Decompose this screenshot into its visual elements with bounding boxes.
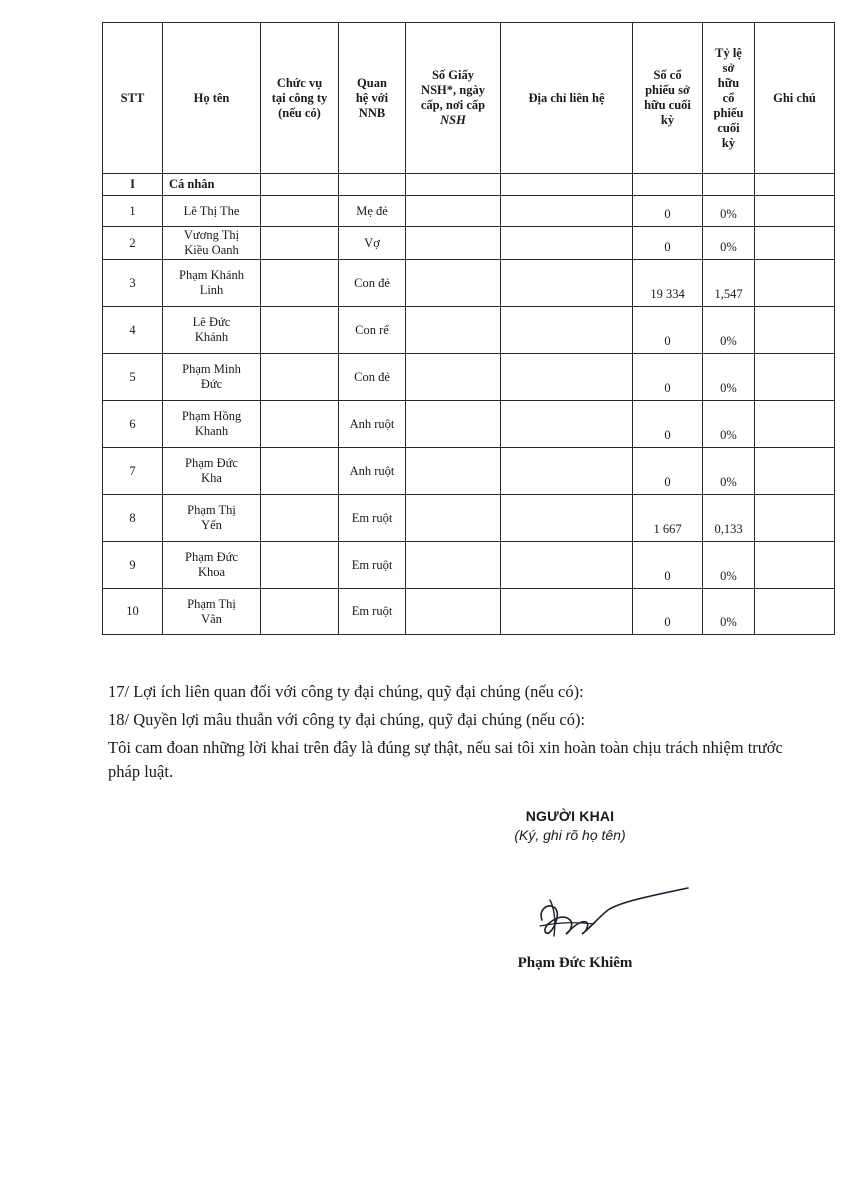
ratio-cell: 0% [703,448,755,495]
row-number: 6 [103,401,163,448]
shares-cell: 0 [633,307,703,354]
declaration-notes [108,680,798,788]
table-row [103,401,835,448]
ratio-cell: 0% [703,354,755,401]
relation-cell: Con rể [339,307,406,354]
ratio-cell: 0% [703,589,755,635]
ratio-cell: 0% [703,307,755,354]
relation-cell: Em ruột [339,589,406,635]
table-row [103,542,835,589]
signer-title: NGƯỜI KHAI [525,808,615,824]
header-stt: STT [103,23,163,174]
table-row [103,307,835,354]
ratio-cell: 1,547 [703,260,755,307]
table-row [103,196,835,227]
person-name: Phạm Khánh Linh [163,260,261,307]
relation-cell: Anh ruột [339,448,406,495]
section-title: Cá nhân [163,174,261,196]
handwritten-signature [520,880,700,950]
table-header-row [103,23,835,174]
relation-cell: Em ruột [339,542,406,589]
note-item-17: 17/ Lợi ích liên quan đối với công ty đại chúng, quỹ đại chúng (nếu có): [108,682,584,701]
pledge-statement: Tôi cam đoan những lời khai trên đây là đúng sự thật, nếu sai tôi xin hoàn toàn chịu trách nhiệm trước pháp luật. [108,738,783,781]
section-row [103,174,835,196]
shares-cell: 0 [633,354,703,401]
section-number: I [103,174,163,196]
row-number: 1 [103,196,163,227]
relation-cell: Con đẻ [339,354,406,401]
ratio-cell: 0% [703,542,755,589]
row-number: 5 [103,354,163,401]
ratio-cell: 0,133 [703,495,755,542]
header-name: Họ tên [163,23,261,174]
person-name: Phạm Thị Yến [163,495,261,542]
row-number: 3 [103,260,163,307]
ratio-cell: 0% [703,227,755,260]
relation-cell: Mẹ đẻ [339,196,406,227]
table-row [103,448,835,495]
shares-cell: 0 [633,196,703,227]
ratio-cell: 0% [703,401,755,448]
row-number: 8 [103,495,163,542]
person-name: Phạm Hồng Khanh [163,401,261,448]
row-number: 4 [103,307,163,354]
person-name: Lê Đức Khánh [163,307,261,354]
signer-instruction: (Ký, ghi rõ họ tên) [514,827,626,843]
header-shares: Số cổ phiếu sở hữu cuối kỳ [633,23,703,174]
note-item-18: 18/ Quyền lợi mâu thuẫn với công ty đại chúng, quỹ đại chúng (nếu có): [108,710,586,729]
person-name: Phạm Thị Vân [163,589,261,635]
shares-cell: 0 [633,542,703,589]
relation-cell: Con đẻ [339,260,406,307]
shares-cell: 1 667 [633,495,703,542]
shares-cell: 0 [633,589,703,635]
relation-cell: Vợ [339,227,406,260]
header-note: Ghi chú [755,23,835,174]
signer-name: Phạm Đức Khiêm [517,955,633,971]
row-number: 7 [103,448,163,495]
row-number: 9 [103,542,163,589]
person-name: Phạm Đức Khoa [163,542,261,589]
header-ratio: Tỷ lệ sở hữu cổ phiếu cuối kỳ [703,23,755,174]
shares-cell: 0 [633,401,703,448]
table-row [103,354,835,401]
header-address: Địa chỉ liên hệ [501,23,633,174]
ratio-cell: 0% [703,196,755,227]
row-number: 10 [103,589,163,635]
person-name: Phạm Đức Kha [163,448,261,495]
shares-cell: 19 334 [633,260,703,307]
shares-cell: 0 [633,227,703,260]
header-position: Chức vụ tại công ty (nếu có) [261,23,339,174]
table-row [103,260,835,307]
table-row [103,495,835,542]
relation-cell: Anh ruột [339,401,406,448]
header-relation: Quan hệ với NNB [339,23,406,174]
person-name: Phạm Minh Đức [163,354,261,401]
relation-cell: Em ruột [339,495,406,542]
table-row [103,589,835,635]
person-name: Lê Thị The [163,196,261,227]
signature-block [470,808,670,843]
row-number: 2 [103,227,163,260]
header-id-document: Số Giấy NSH*, ngày cấp, nơi cấp NSH [406,23,501,174]
table-row [103,227,835,260]
shares-cell: 0 [633,448,703,495]
person-name: Vương Thị Kiều Oanh [163,227,261,260]
related-persons-table [102,22,835,635]
